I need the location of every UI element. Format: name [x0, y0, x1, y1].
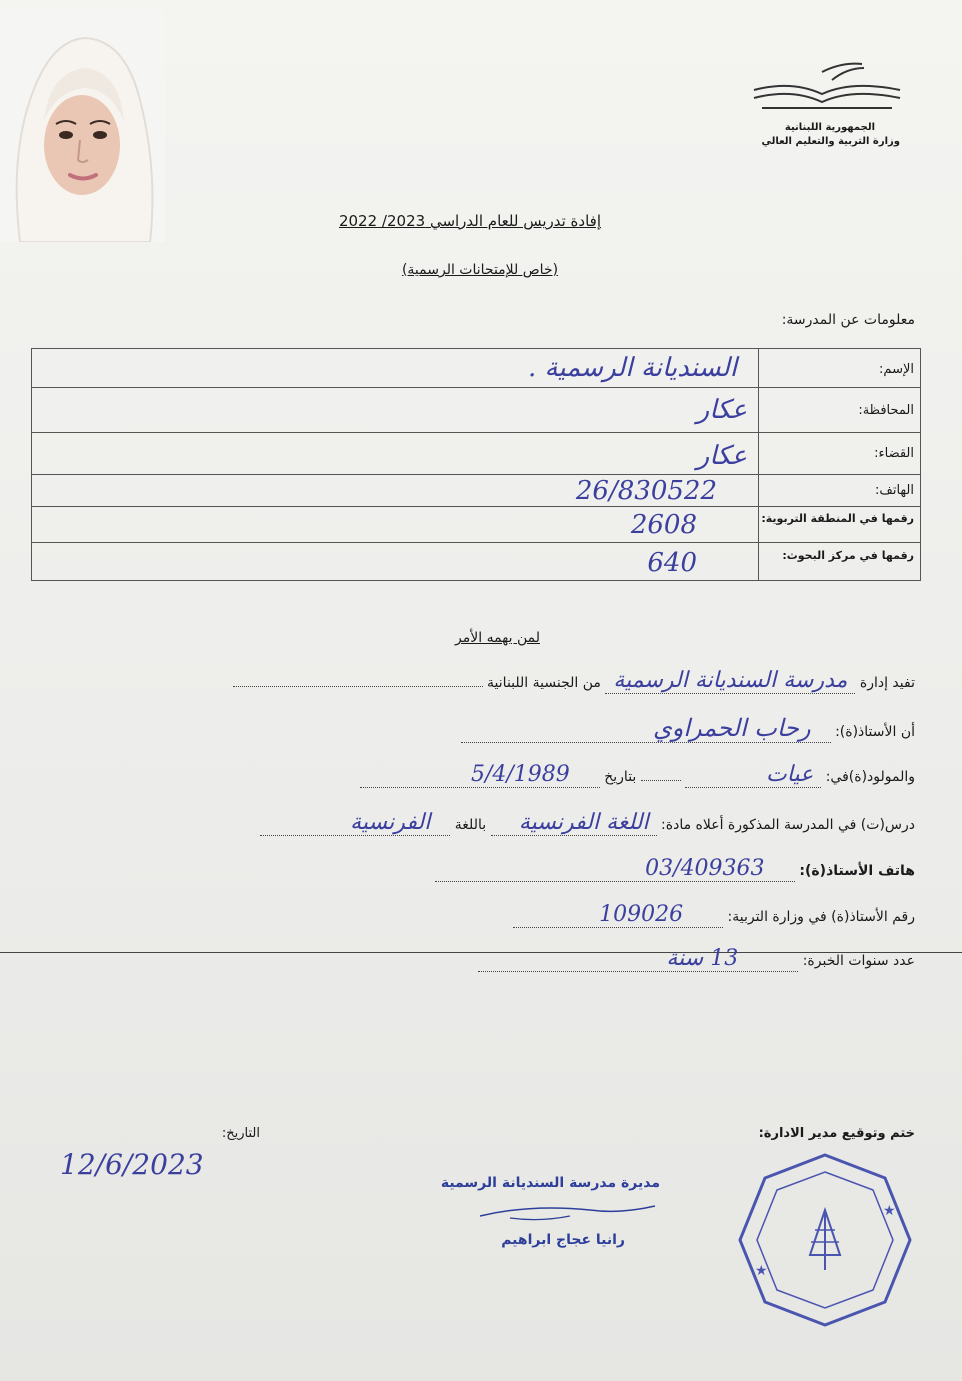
district-label: القضاء: — [758, 433, 920, 475]
ministry-line1: الجمهورية اللبنانية — [784, 122, 875, 133]
regional-number-value: 2608 — [630, 510, 697, 540]
line-experience — [110, 946, 915, 972]
line-birth — [110, 762, 915, 788]
line-subject — [110, 810, 915, 836]
l3-birthdate: 5/4/1989 — [360, 762, 600, 788]
phone-value: 26/830522 — [575, 476, 717, 506]
l6-teacher-number: 109026 — [513, 902, 723, 928]
l2-teacher-name: رحاب الحمراوي — [461, 714, 831, 743]
l5-teacher-phone: 03/409363 — [435, 856, 795, 882]
school-info-table — [31, 348, 921, 581]
l6-prefix: رقم الأستاذ(ة) في وزارة التربية: — [727, 909, 915, 925]
school-name-label: الإسم: — [758, 349, 920, 387]
table-row — [32, 474, 920, 507]
ministry-line2: وزارة التربية والتعليم العالي — [761, 136, 900, 147]
l4-prefix: درس(ت) في المدرسة المذكورة أعلاه مادة: — [661, 817, 915, 833]
l3-dots — [641, 780, 681, 781]
director-name: رانيا عجاج ابراهيم — [501, 1232, 625, 1248]
l1-suffix: من الجنسية اللبنانية — [487, 675, 601, 691]
l2-prefix: أن الأستاذ(ة): — [835, 724, 915, 740]
line-teacher-number — [110, 902, 915, 928]
l4-subject: اللغة الفرنسية — [491, 810, 657, 836]
table-row — [32, 542, 920, 581]
ministry-logo — [752, 62, 902, 118]
l5-prefix: هاتف الأستاذ(ة): — [799, 863, 915, 879]
governorate-label: المحافظة: — [758, 388, 920, 433]
l3-prefix: والمولود(ة)في: — [825, 769, 915, 785]
date-label: التاريخ: — [221, 1126, 260, 1141]
date-value: 12/6/2023 — [60, 1148, 204, 1181]
l1-dots — [233, 686, 483, 687]
official-seal — [735, 1150, 915, 1330]
applicant-photo — [0, 10, 165, 242]
l3-birthplace: عيات — [685, 762, 821, 788]
to-whom-heading: لمن يهمه الأمر — [455, 630, 540, 646]
svg-text:★: ★ — [883, 1203, 896, 1219]
line-administration — [110, 668, 915, 694]
table-row — [32, 432, 920, 475]
table-row — [32, 349, 920, 387]
school-name-value: السنديانة الرسمية . — [527, 353, 737, 383]
l7-prefix: عدد سنوات الخبرة: — [802, 953, 915, 969]
l4-language: الفرنسية — [260, 810, 450, 836]
director-signature — [470, 1196, 660, 1226]
school-info-label: معلومات عن المدرسة: — [781, 312, 915, 328]
document-title: إفادة تدريس للعام الدراسي 2023/ 2022 — [338, 212, 602, 230]
regional-number-label: رقمها في المنطقة التربوية: — [758, 507, 920, 543]
l1-prefix: تفيد إدارة — [859, 675, 915, 691]
research-center-number-value: 640 — [647, 548, 697, 578]
table-row — [32, 387, 920, 433]
svg-text:★: ★ — [755, 1263, 768, 1279]
stamp-label: ختم وتوقيع مدير الادارة: — [758, 1126, 915, 1141]
line-teacher-phone — [110, 856, 915, 882]
district-value: عكار — [696, 441, 747, 471]
phone-label: الهاتف: — [758, 475, 920, 507]
table-row — [32, 506, 920, 543]
l1-school-value: مدرسة السنديانة الرسمية — [605, 668, 855, 694]
research-center-number-label: رقمها في مركز البحوث: — [758, 543, 920, 581]
l3-mid: بتاريخ — [604, 769, 637, 785]
document-subtitle: (خاص للإمتحانات الرسمية) — [401, 262, 559, 278]
l4-mid: باللغة — [454, 817, 487, 833]
governorate-value: عكار — [696, 395, 747, 425]
line-teacher — [110, 714, 915, 743]
director-title: مديرة مدرسة السنديانة الرسمية — [440, 1175, 660, 1191]
l7-experience: 13 سنة — [478, 946, 798, 972]
